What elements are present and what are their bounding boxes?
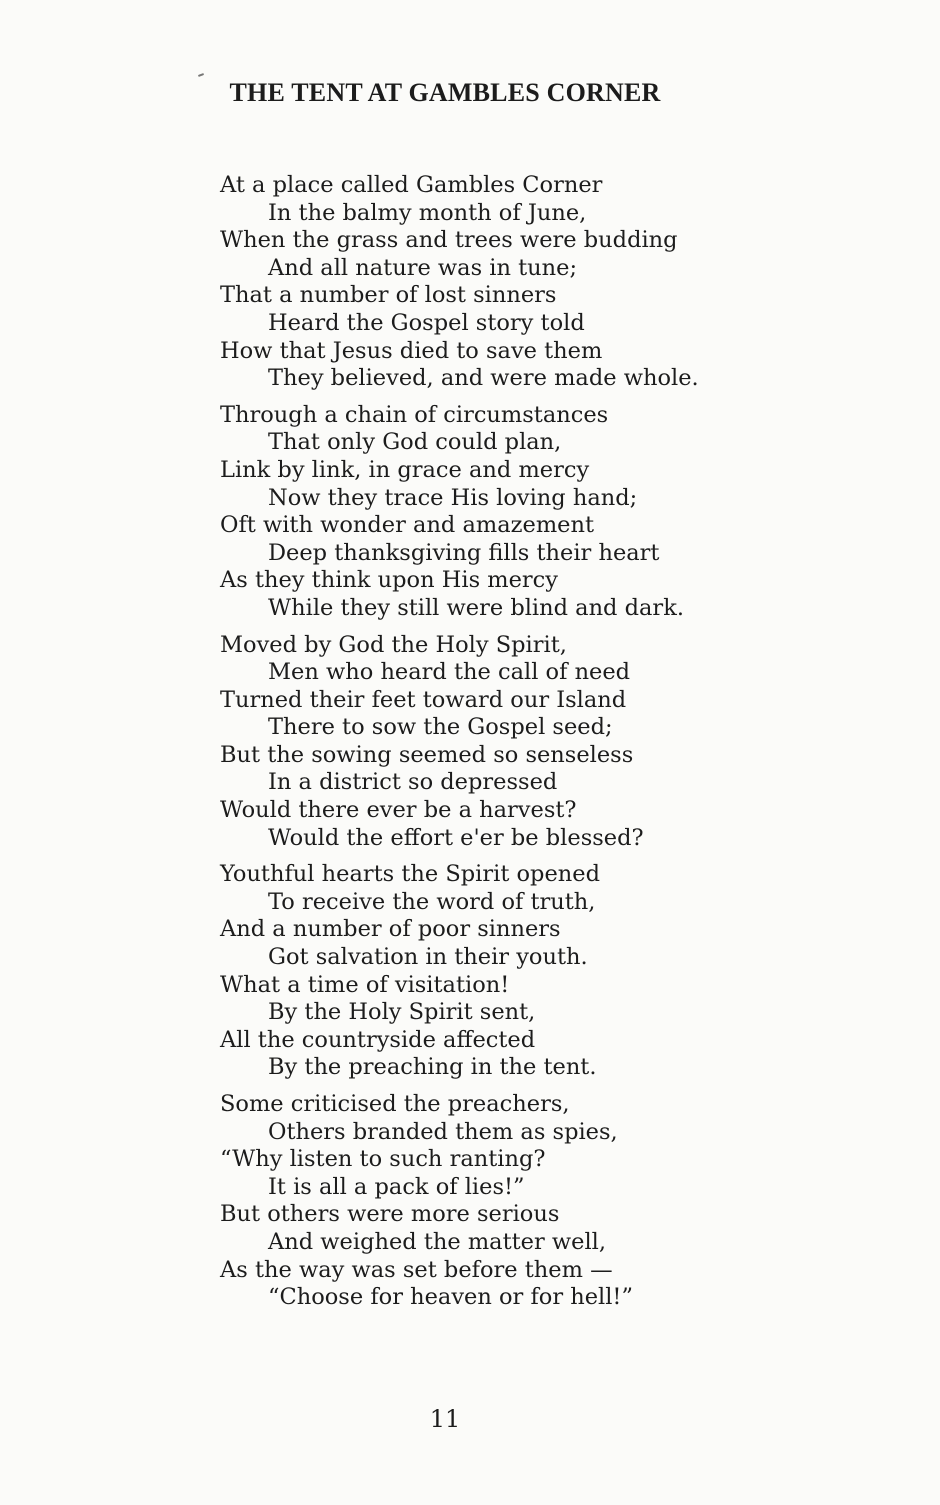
poem-line: As the way was set before them — bbox=[220, 1256, 613, 1283]
poem-line: At a place called Gambles Corner bbox=[220, 172, 603, 198]
poem-line: Deep thanksgiving fills their heart bbox=[268, 539, 660, 566]
poem-title: THE TENT AT GAMBLES CORNER bbox=[229, 78, 661, 107]
poem-line: “Choose for heaven or for hell!” bbox=[268, 1284, 633, 1311]
poem-line: Got salvation in their youth. bbox=[268, 944, 588, 971]
poem-line: Turned their feet toward our Island bbox=[220, 686, 627, 713]
poem-line: As they think upon His mercy bbox=[220, 567, 558, 594]
poem-line: Youthful hearts the Spirit opened bbox=[220, 861, 600, 888]
stanza-5 bbox=[220, 1091, 910, 1312]
poem-body bbox=[220, 172, 910, 1321]
poem-line: And all nature was in tune; bbox=[268, 254, 578, 281]
poem-line: Moved by God the Holy Spirit, bbox=[220, 631, 567, 658]
poem-line: Others branded them as spies, bbox=[268, 1118, 618, 1145]
poem-line: Would the effort e'er be blessed? bbox=[268, 824, 644, 851]
poem-line: All the countryside affected bbox=[220, 1026, 536, 1053]
page-number: 11 bbox=[429, 1405, 461, 1433]
poem-line: That a number of lost sinners bbox=[220, 282, 557, 309]
poem-line: How that Jesus died to save them bbox=[220, 337, 603, 364]
poem-line: When the grass and trees were budding bbox=[220, 227, 678, 254]
stanza-4 bbox=[220, 861, 910, 1082]
poem-line: There to sow the Gospel seed; bbox=[268, 714, 613, 741]
poem-line: Through a chain of circumstances bbox=[220, 401, 609, 428]
poem-line: But others were more serious bbox=[220, 1201, 560, 1228]
poem-line: In the balmy month of June, bbox=[268, 199, 587, 226]
poem-line: And a number of poor sinners bbox=[220, 916, 561, 943]
poem-line: Men who heard the call of need bbox=[268, 659, 631, 686]
poem-line: They believed, and were made whole. bbox=[268, 365, 699, 392]
poem-line: By the preaching in the tent. bbox=[268, 1054, 597, 1081]
poem-line: “Why listen to such ranting? bbox=[220, 1146, 546, 1173]
paper-speck bbox=[198, 73, 204, 77]
poem-line: That only God could plan, bbox=[268, 429, 562, 456]
poem-line: What a time of visitation! bbox=[220, 971, 510, 998]
poem-line: To receive the word of truth, bbox=[268, 888, 596, 915]
poem-line: In a district so depressed bbox=[268, 769, 558, 796]
poem-line: But the sowing seemed so senseless bbox=[220, 741, 634, 768]
stanza-3 bbox=[220, 632, 910, 853]
poem-line: Link by link, in grace and mercy bbox=[220, 456, 590, 483]
poem-line: Would there ever be a harvest? bbox=[220, 797, 577, 824]
poem-line: Oft with wonder and amazement bbox=[220, 512, 595, 539]
poem-line: While they still were blind and dark. bbox=[268, 594, 684, 621]
poem-line: Heard the Gospel story told bbox=[268, 309, 585, 336]
poem-line: Now they trace His loving hand; bbox=[268, 484, 638, 511]
poem-line: It is all a pack of lies!” bbox=[268, 1173, 525, 1200]
poem-line: By the Holy Spirit sent, bbox=[268, 999, 536, 1026]
stanza-1 bbox=[220, 172, 910, 393]
poem-line: And weighed the matter well, bbox=[268, 1228, 607, 1255]
stanza-2 bbox=[220, 402, 910, 623]
poem-line: Some criticised the preachers, bbox=[220, 1091, 570, 1117]
